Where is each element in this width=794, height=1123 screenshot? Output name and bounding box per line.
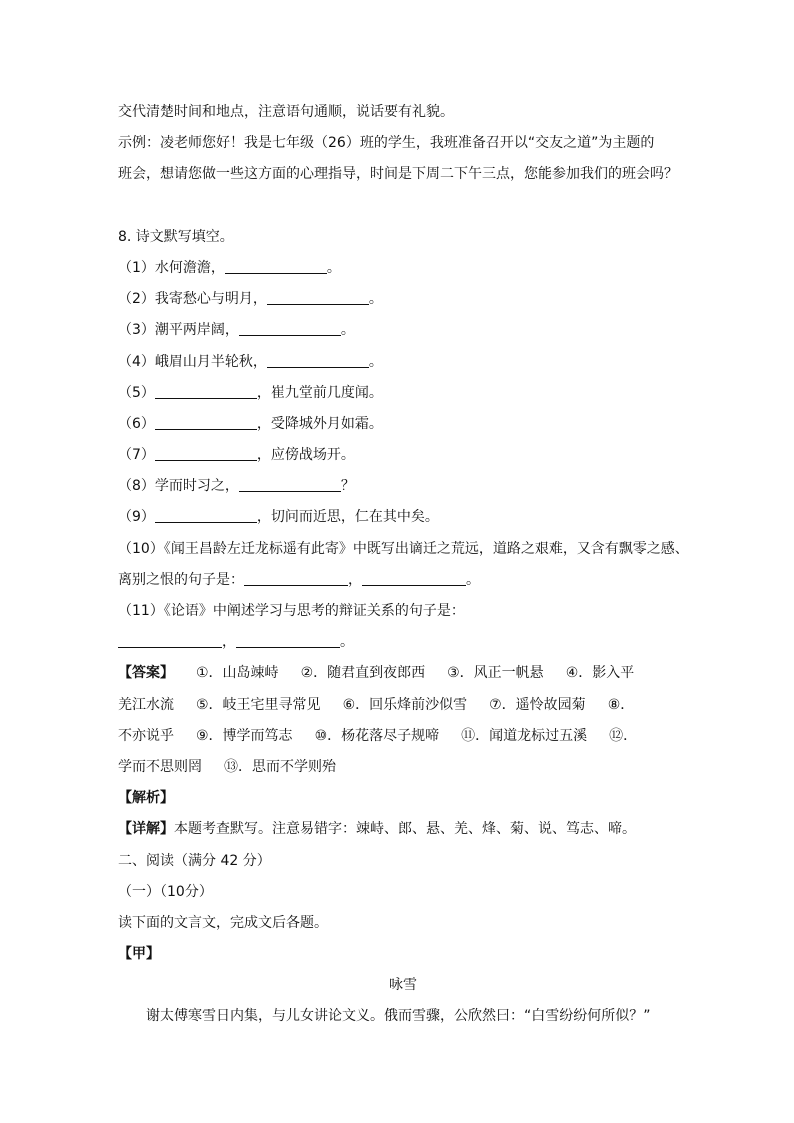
detail-label: 【详解】	[118, 821, 174, 838]
q8-item-4-suffix: 。	[368, 353, 383, 370]
q8-item-3	[118, 315, 688, 346]
q8-item-10-end: 。	[466, 571, 480, 588]
fill-blank[interactable]	[267, 349, 369, 368]
fill-blank[interactable]	[267, 286, 369, 305]
answer-item: ⑧．	[607, 696, 635, 713]
fill-blank[interactable]	[225, 255, 327, 274]
answer-item: ⑨．博学而笃志	[196, 727, 293, 744]
q8-item-1-suffix: 。	[326, 259, 341, 276]
fill-blank[interactable]	[362, 567, 466, 586]
q8-item-11-line-1: （11）《论语》中阐述学习与思考的辩证关系的句子是：	[118, 603, 465, 619]
q8-item-5-prefix: （5）	[118, 384, 155, 401]
answer-item: ④．影入平	[565, 665, 635, 682]
q8-item-5	[118, 378, 688, 409]
example-line-1: 示例：凌老师您好！我是七年级（26）班的学生，我班准备召开以“交友之道”为主题的	[118, 135, 655, 152]
fill-blank[interactable]	[239, 317, 341, 336]
q8-item-6	[118, 409, 688, 440]
answer-item: 学而不思则罔	[118, 758, 202, 775]
q8-item-9-prefix: （9）	[118, 509, 155, 526]
q8-item-10-prefix: 离别之恨的句子是：	[118, 571, 244, 588]
answer-item: 羌江水流	[118, 696, 174, 713]
answer-line-2	[118, 690, 688, 721]
q8-item-3-suffix: 。	[340, 322, 355, 339]
q8-item-11-end: 。	[340, 634, 354, 651]
q8-item-7	[118, 440, 688, 471]
q8-item-1	[118, 253, 688, 284]
fill-blank[interactable]	[236, 629, 340, 648]
answer-line-4	[118, 752, 688, 783]
q8-item-8-suffix: ？	[340, 478, 355, 495]
q8-item-4	[118, 347, 688, 378]
poem-title: 咏雪	[389, 977, 417, 994]
q8-item-5-suffix: ，崔九堂前几度闻。	[256, 384, 383, 401]
text-first-line: 谢太傅寒雪日内集，与儿女讲论文义。俄而雪骤，公欣然曰：“白雪纷纷何所似？”	[146, 1008, 651, 1025]
answer-item: ②．随君直到夜郎西	[300, 665, 426, 682]
q8-item-7-prefix: （7）	[118, 447, 155, 464]
q8-item-9-suffix: ，切问而近思，仁在其中矣。	[256, 509, 439, 526]
section-2-instruction: 读下面的文言文，完成文后各题。	[118, 914, 328, 931]
intro-line: 交代清楚时间和地点，注意语句通顺，说话要有礼貌。	[118, 104, 454, 120]
fill-blank[interactable]	[118, 629, 222, 648]
answer-item: ⑩．杨花落尽子规啼	[314, 727, 440, 744]
fill-blank[interactable]	[155, 442, 257, 461]
answer-item: ①．山岛竦峙	[196, 665, 279, 682]
answer-item: ⑫．	[609, 727, 638, 744]
fill-blank[interactable]	[155, 504, 257, 523]
answer-line-3	[118, 721, 688, 752]
answer-item: ⑦．遥怜故园菊	[489, 696, 586, 713]
analysis-label: 【解析】	[118, 790, 174, 807]
q8-item-4-prefix: （4）峨眉山月半轮秋，	[118, 353, 267, 370]
question-8-title: 8. 诗文默写填空。	[118, 228, 234, 245]
q8-item-10-line-1: （10）《闻王昌龄左迁龙标遥有此寄》中既写出谪迁之荒远，道路之艰难，又含有飘零之感、	[118, 540, 689, 557]
fill-blank[interactable]	[239, 473, 341, 492]
answer-item: 不亦说乎	[118, 727, 174, 744]
q8-item-3-prefix: （3）潮平两岸阔，	[118, 322, 239, 339]
answer-item: ⑥．回乐烽前沙似雪	[342, 696, 468, 713]
q8-item-2-prefix: （2）我寄愁心与明月，	[118, 291, 267, 308]
q8-item-10-line-2	[118, 565, 688, 596]
q8-item-11-sep: ，	[222, 634, 236, 651]
q8-item-1-prefix: （1）水何澹澹，	[118, 259, 225, 276]
answer-item: ③．风正一帆悬	[447, 665, 544, 682]
q8-item-7-suffix: ，应傍战场开。	[256, 447, 355, 464]
blank-spacer	[118, 191, 688, 222]
document-page	[118, 97, 688, 1033]
q8-item-6-prefix: （6）	[118, 415, 155, 432]
answer-item: ⑤．岐王宅里寻常见	[196, 696, 321, 713]
section-2-sub: （一）（10分）	[118, 883, 213, 900]
q8-item-11-line-2	[118, 627, 688, 658]
q8-item-8-prefix: （8）学而时习之，	[118, 478, 239, 495]
q8-item-6-suffix: ，受降城外月如霜。	[256, 415, 383, 432]
answer-item: ⑪．闻道龙标过五溪	[461, 727, 588, 744]
section-2-title: 二、阅读（满分 42 分）	[118, 852, 271, 869]
q8-item-2-suffix: 。	[368, 291, 383, 308]
detail-text: 本题考查默写。注意易错字：竦峙、郎、悬、羌、烽、菊、说、笃志、啼。	[174, 821, 636, 838]
answer-label: 【答案】	[118, 665, 174, 682]
example-line-2: 班会，想请您做一些这方面的心理指导，时间是下周二下午三点，您能参加我们的班会吗？	[118, 166, 678, 183]
q8-item-8	[118, 471, 688, 502]
fill-blank[interactable]	[155, 411, 257, 430]
q8-item-9	[118, 502, 688, 533]
q8-item-2	[118, 284, 688, 315]
fill-blank[interactable]	[244, 567, 348, 586]
fill-blank[interactable]	[155, 380, 257, 399]
q8-item-10-sep: ，	[348, 571, 362, 588]
detail-line	[118, 814, 688, 845]
answer-line-1	[118, 658, 688, 689]
jia-label: 【甲】	[118, 946, 160, 963]
answer-item: ⑬．思而不学则殆	[224, 758, 336, 775]
